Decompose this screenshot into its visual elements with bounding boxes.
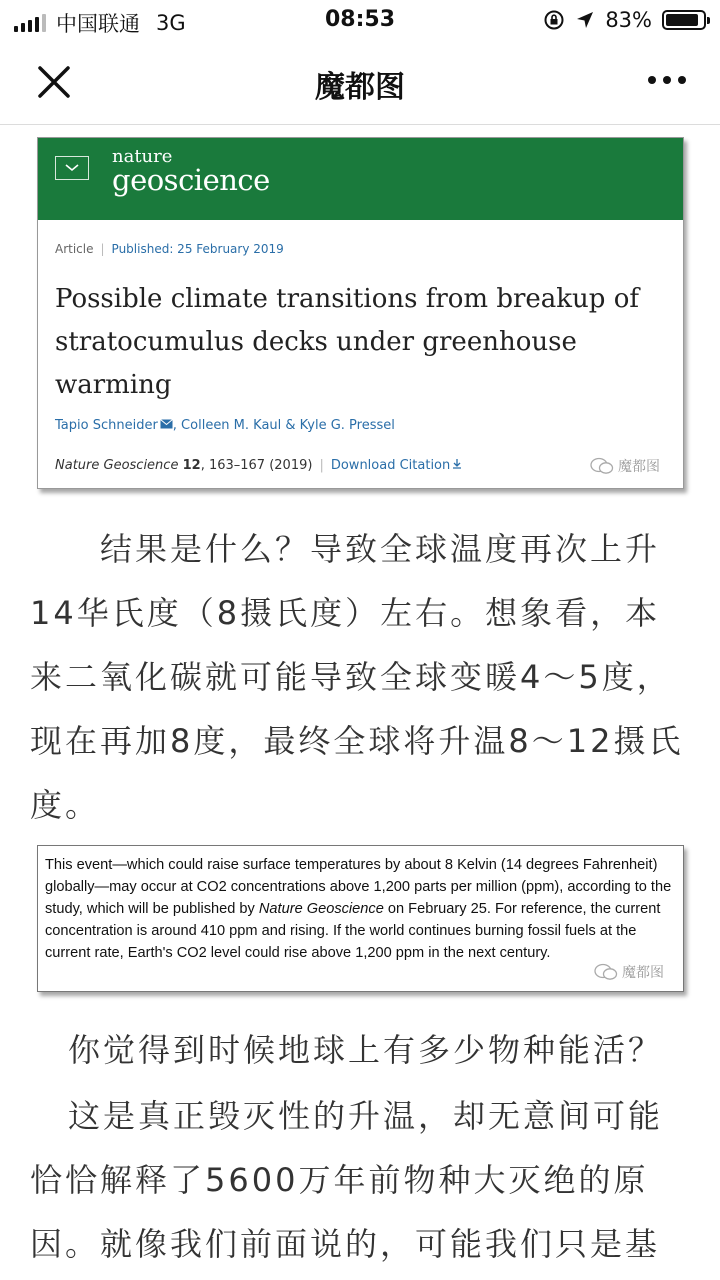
wechat-icon bbox=[594, 963, 618, 981]
paragraph-2: 你觉得到时候地球上有多少物种能活？ bbox=[68, 1031, 664, 1069]
watermark-text: 魔都图 bbox=[622, 965, 664, 981]
citation-pages: , 163–167 (2019) bbox=[200, 458, 313, 473]
citation-journal: Nature Geoscience bbox=[55, 458, 179, 473]
status-bar bbox=[0, 0, 720, 40]
paragraph-1: 结果是什么？导致全球温度再次上升14华氏度（8摄氏度）左右。想象看，本来二氧化碳就可能导致全球变暖4～5度，现在再加8度，最终全球将升温8～12摄氏度。 bbox=[30, 530, 684, 824]
battery-percent: 83% bbox=[605, 8, 652, 32]
article-card-image bbox=[37, 137, 684, 489]
quote-text-part1: This event—which could raise surface temperatures by about 8 Kelvin (14 degrees Fahrenheit) globally—may occur at CO2 concentrations above 1,200 parts per million (ppm), according to the study, which will be published by bbox=[45, 857, 672, 917]
paper-title: Possible climate transitions from breakup of stratocumulus decks under greenhouse warming bbox=[55, 284, 639, 400]
rotation-lock-icon bbox=[543, 9, 565, 31]
article-meta: Article | Published: 25 February 2019 bbox=[55, 242, 284, 256]
author-first: Tapio Schneider bbox=[55, 418, 158, 433]
mail-icon bbox=[160, 419, 173, 429]
battery-icon bbox=[662, 10, 706, 30]
network-type: 3G bbox=[156, 11, 186, 35]
author-rest: , Colleen M. Kaul & Kyle G. Pressel bbox=[172, 418, 395, 433]
download-icon bbox=[452, 458, 462, 469]
quote-card-image bbox=[37, 845, 684, 992]
journal-header bbox=[38, 138, 683, 220]
page-title: 魔都图 bbox=[315, 70, 405, 105]
journal-logo-line1: nature bbox=[112, 146, 173, 167]
download-citation-link: Download Citation bbox=[330, 458, 451, 473]
quote-text-italic: Nature Geoscience bbox=[258, 901, 384, 917]
status-right bbox=[543, 8, 706, 32]
watermark-text: 魔都图 bbox=[618, 459, 660, 475]
citation-volume: 12 bbox=[182, 458, 201, 473]
watermark bbox=[590, 456, 660, 476]
authors bbox=[55, 418, 395, 433]
journal-logo-line2: geoscience bbox=[112, 163, 270, 197]
location-arrow-icon bbox=[575, 10, 595, 30]
journal-menu-icon bbox=[55, 156, 89, 180]
carrier-name: 中国联通 bbox=[56, 12, 140, 36]
quote-text bbox=[45, 854, 675, 964]
nav-bar bbox=[0, 40, 720, 125]
article-type: Article bbox=[55, 242, 94, 256]
paragraph-3: 这是真正毁灭性的升温，却无意间可能恰恰解释了5600万年前物种大灭绝的原因。就像我们前面说的，可能我们只是基 bbox=[30, 1097, 664, 1263]
more-button[interactable] bbox=[648, 76, 686, 84]
more-icon bbox=[648, 76, 656, 84]
status-time: 08:53 bbox=[324, 7, 396, 32]
wechat-icon bbox=[590, 457, 614, 475]
watermark bbox=[594, 962, 664, 982]
quote-text-part2: on February 25. For reference, the current concentration is around 410 ppm and rising. If the world continues burning fossil fuels at the current rate, Earth's CO2 level could rise above 1,200 ppm in the next century. bbox=[45, 901, 661, 961]
citation: Nature Geoscience 12, 163–167 (2019) | Download Citation bbox=[55, 458, 462, 473]
published-date: Published: 25 February 2019 bbox=[111, 242, 284, 256]
